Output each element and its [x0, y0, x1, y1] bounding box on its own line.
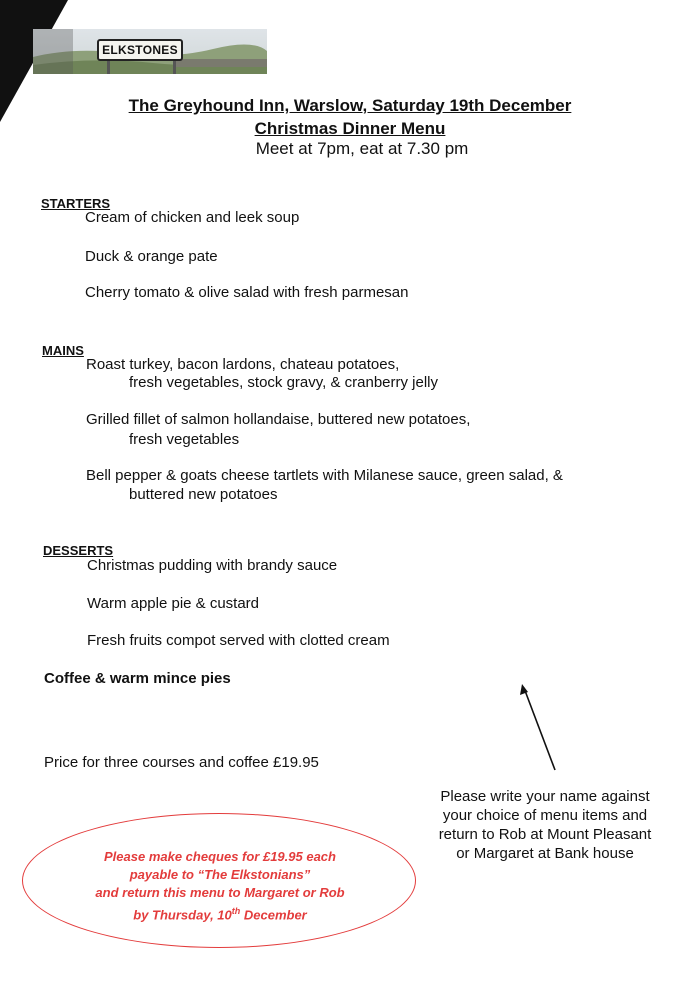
desserts-heading: DESSERTS [43, 543, 114, 558]
elkstones-sign: ELKSTONES [97, 39, 183, 61]
cheque-instructions [50, 848, 390, 924]
starter-item: Cream of chicken and leek soup [85, 209, 300, 226]
note-line: or Margaret at Bank house [456, 845, 634, 862]
main-item-line: Roast turkey, bacon lardons, chateau potatoes, [86, 356, 400, 373]
dessert-item: Christmas pudding with brandy sauce [87, 557, 338, 574]
cheque-date: by Thursday, 10 [133, 907, 232, 923]
coffee-line: Coffee & warm mince pies [44, 670, 231, 687]
price-line: Price for three courses and coffee £19.95 [44, 754, 319, 771]
main-item-line: fresh vegetables, stock gravy, & cranberry jelly [129, 374, 439, 391]
main-item-line: buttered new potatoes [129, 486, 278, 503]
cheque-line: payable to “The Elkstonians” [129, 867, 311, 882]
main-item-line: Grilled fillet of salmon hollandaise, buttered new potatoes, [86, 411, 471, 428]
venue-title: The Greyhound Inn, Warslow, Saturday 19th December [128, 96, 572, 115]
cheque-month: December [240, 907, 307, 923]
main-item-line: Bell pepper & goats cheese tartlets with Milanese sauce, green salad, & [86, 467, 563, 484]
dessert-item: Warm apple pie & custard [87, 595, 260, 612]
cheque-line [50, 902, 390, 924]
main-item-line: fresh vegetables [129, 431, 240, 448]
meeting-time: Meet at 7pm, eat at 7.30 pm [255, 139, 469, 158]
dessert-item: Fresh fruits compot served with clotted cream [87, 632, 390, 649]
starter-item: Cherry tomato & olive salad with fresh parmesan [85, 284, 409, 301]
cheque-line: Please make cheques for £19.95 each [104, 849, 336, 864]
cheque-line: and return this menu to Margaret or Rob [95, 885, 345, 900]
return-instructions [416, 787, 674, 863]
cheque-date-suffix: th [231, 906, 241, 916]
starter-item: Duck & orange pate [85, 248, 218, 265]
menu-title: Christmas Dinner Menu [254, 119, 446, 138]
starters-heading: STARTERS [41, 196, 111, 211]
note-line: return to Rob at Mount Pleasant [438, 826, 652, 843]
arrow-icon [510, 680, 570, 775]
mains-heading: MAINS [42, 343, 84, 358]
note-line: your choice of menu items and [442, 807, 648, 824]
note-line: Please write your name against [440, 788, 650, 805]
